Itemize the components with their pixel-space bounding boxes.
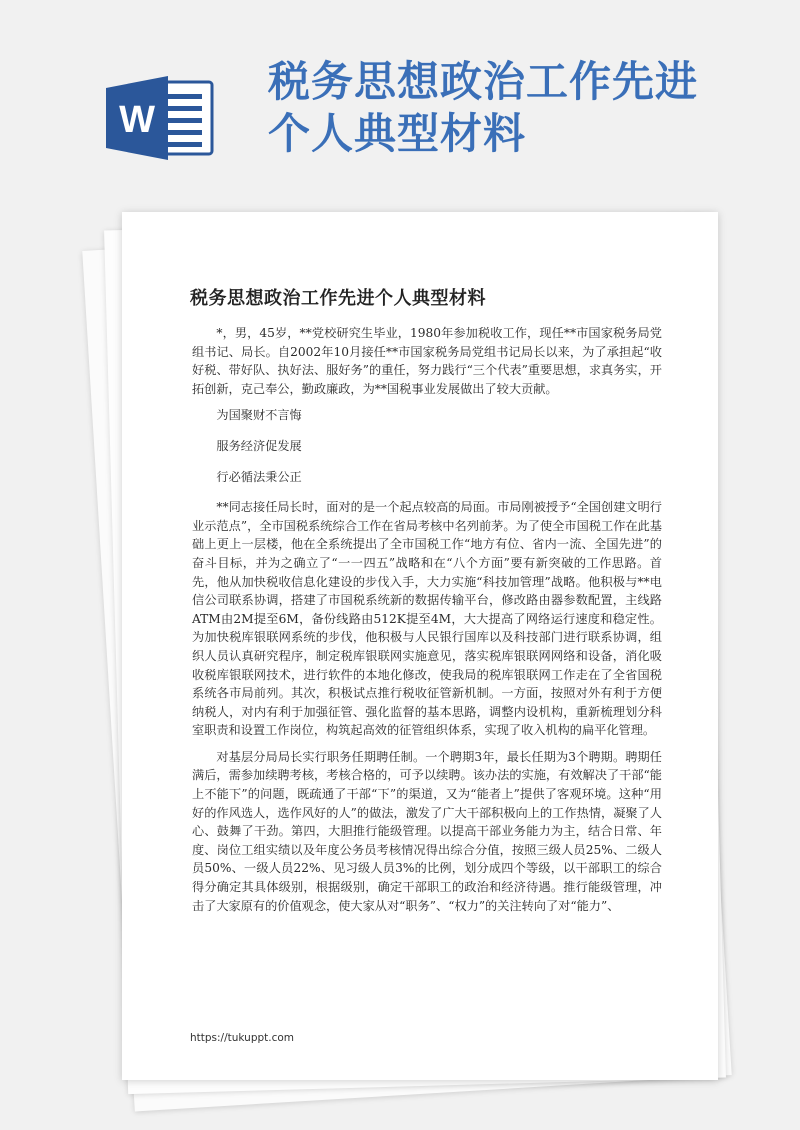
paragraph-body: 对基层分局局长实行职务任期聘任制。一个聘期3年，最长任期为3个聘期。聘期任满后，需参加续聘考核，考核合格的，可予以续聘。该办法的实施，有效解决了干部“能上不能下”的问题，既疏通了干部“下”的渠道，又为“能者上”提供了客观环境。这种“用好的作风选人，选作风好的人”的做法，激发了广大干部积极向上的工作热情，凝聚了人心、鼓舞了干劲。第四，大胆推行能级管理。以提高干部业务能力为主，结合日常、年度、岗位工组实绩以及年度公务员考核情况得出综合分值，按照三级人员25%、二级人员50%、一级人员22%、见习级人员3%的比例，划分成四个等级，以干部职工的综合得分确定其具体级别，根据级别，确定干部职工的政治和经济待遇。推行能级管理，冲击了大家原有的价值观念，使大家从对“职务”、“权力”的关注转向了对“能力”、 [192,749,662,913]
paragraph-body: **同志接任局长时，面对的是一个起点较高的局面。市局刚被授予“全国创建文明行业示范点”，全市国税系统综合工作在省局考核中名列前茅。为了使全市国税工作在此基础上更上一层楼，他在全系统提出了全市国税工作“地方有位、省内一流、全国先进”的奋斗目标，并为之确立了“一一四五”战略和在“八个方面”要有新突破的工作思路。首先，他从加快税收信息化建设的步伐入手，大力实施“科技加管理”战略。他积极与**电信公司联系协调，搭建了市国税系统新的数据传输平台，修改路由器参数配置，主线路ATM由2M提至6M，备份线路由512K提至4M，大大提高了网络运行速度和稳定性。为加快税库银联网系统的步伐，他积极与人民银行国库以及科技部门进行联系协调，组织人员认真研究程序，制定税库银联网实施意见，落实税库银联网网络和设备，消化吸收税库银联网技术，进行软件的本地化修改，使我局的税库银联网工作走在了全省国税系统各市局前列。其次，积极试点推行税收征管新机制。一方面，按照对外有利于方便纳税人，对内有利于加强征管、强化监督的基本思路，调整内设机构，重新梳理划分科室职责和设置工作岗位，构筑起高效的征管组织体系，实现了收入机构的扁平化管理。 [192,500,662,738]
word-document-icon [106,76,216,160]
footer-url[interactable]: https://tukuppt.com [190,1032,295,1044]
page-title: 税务思想政治工作先进个人典型材料 [268,57,699,158]
document-page [122,212,718,1080]
document-body [192,324,662,923]
motto-line: 服务经济促发展 [216,438,302,453]
paragraph-intro: *，男，45岁，**党校研究生毕业，1980年参加税收工作，现任**市国家税务局党组书记、局长。自2002年10月接任**市国家税务局党组书记局长以来，为了承担起“收好税、带好队、执好法、服好务”的重任，努力践行“三个代表”重要思想，求真务实，开拓创新，克己奉公，勤政廉政，为**国税事业发展做出了较大贡献。 [192,326,662,396]
logo-letter: W [119,99,155,141]
motto-line: 为国聚财不言悔 [216,408,302,423]
header [0,0,800,200]
document-title: 税务思想政治工作先进个人典型材料 [190,288,486,309]
motto-line: 行必循法秉公正 [216,469,302,484]
